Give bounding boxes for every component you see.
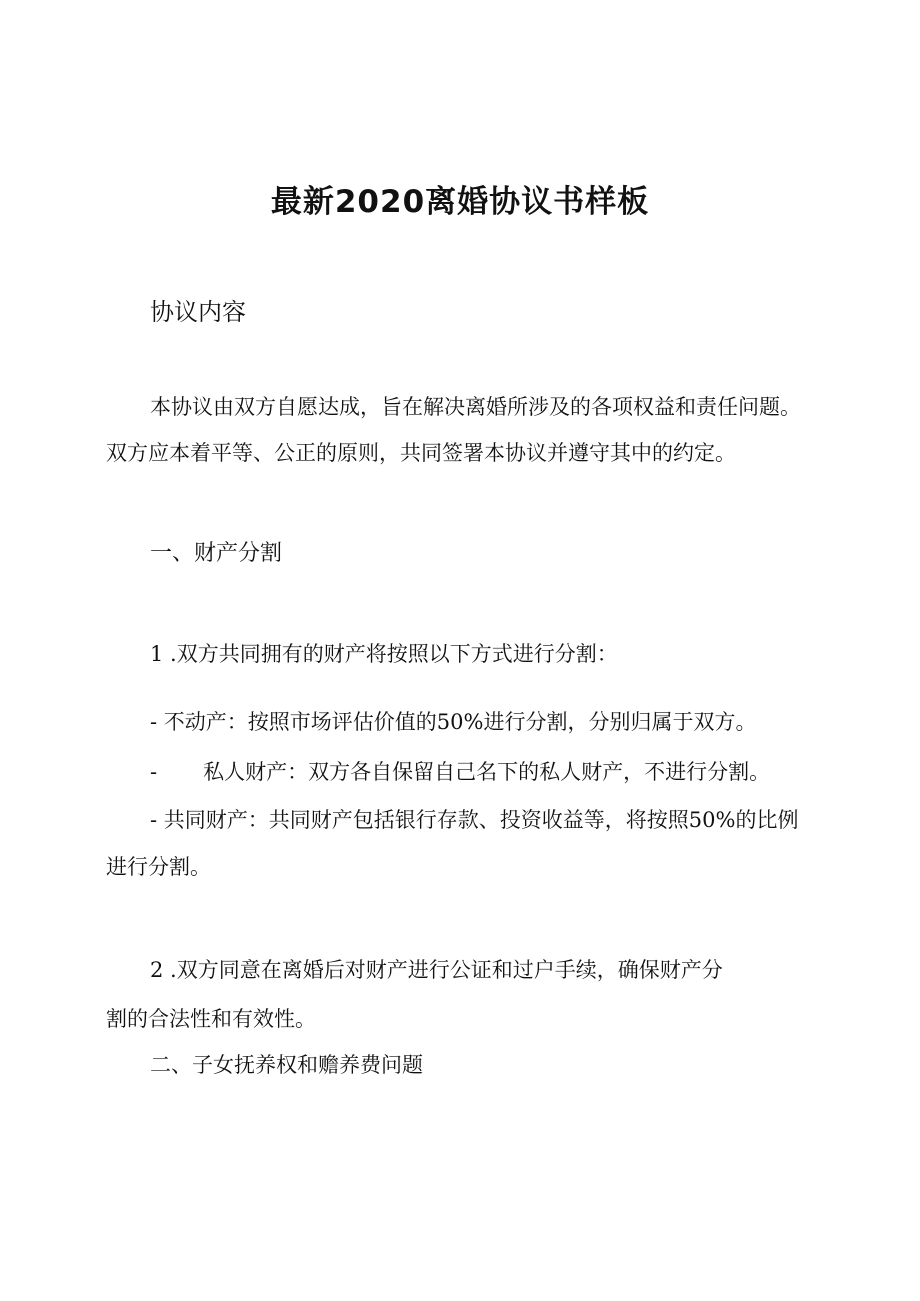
part2-heading: 二、子女抚养权和赡养费问题 (150, 1053, 423, 1077)
item-2-line-1: 2 .双方同意在离婚后对财产进行公证和过户手续，确保财产分 (150, 958, 723, 982)
item-2-line-2: 割的合法性和有效性。 (106, 1007, 316, 1031)
bullet-private-text: 私人财产：双方各自保留自己名下的私人财产，不进行分割。 (203, 760, 771, 784)
intro-line-1: 本协议由双方自愿达成，旨在解决离婚所涉及的各项权益和责任问题。 (150, 395, 801, 419)
part1-heading: 一、财产分割 (150, 541, 283, 566)
section-heading: 协议内容 (150, 298, 246, 326)
intro-line-2: 双方应本着平等、公正的原则，共同签署本协议并遵守其中的约定。 (106, 441, 736, 465)
bullet-joint-line-1: - 共同财产：共同财产包括银行存款、投资收益等，将按照50%的比例 (150, 808, 799, 832)
item-1: 1 .双方共同拥有的财产将按照以下方式进行分割： (150, 642, 618, 666)
document-title: 最新2020离婚协议书样板 (270, 184, 650, 220)
bullet-joint-line-2: 进行分割。 (106, 855, 211, 879)
bullet-real-estate: - 不动产：按照市场评估价值的50%进行分割，分别归属于双方。 (150, 710, 757, 734)
bullet-dash: - (150, 760, 158, 784)
bullet-private-property (150, 758, 770, 786)
